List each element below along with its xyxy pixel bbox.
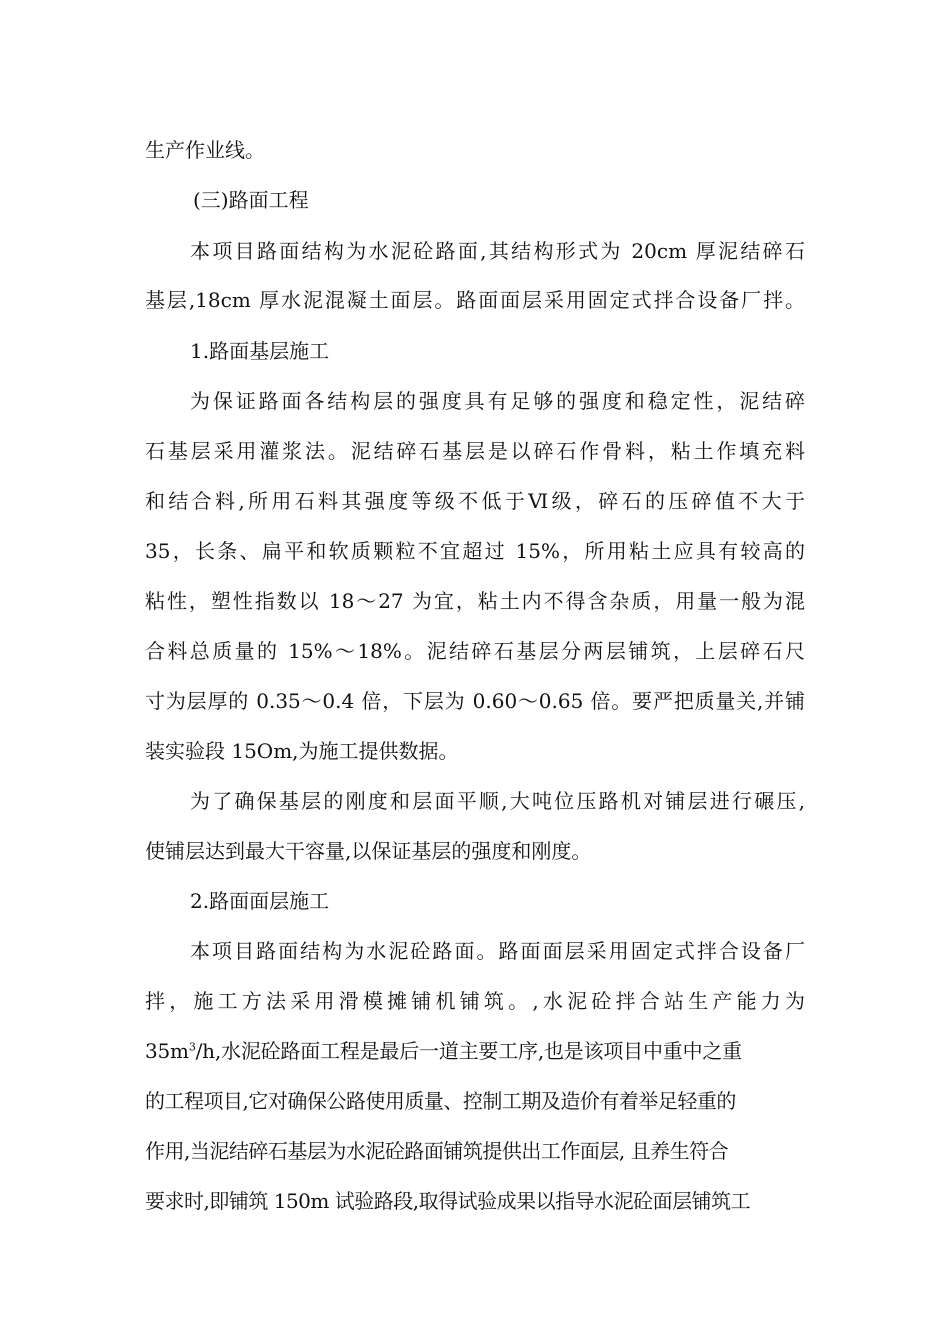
text-line: 为保证路面各结构层的强度具有足够的强度和稳定性，泥结碎	[190, 389, 805, 413]
text-line: 使铺层达到最大干容量,以保证基层的强度和刚度。	[145, 839, 592, 863]
text-line	[145, 1036, 805, 1066]
section-heading: (三)路面工程	[193, 188, 309, 212]
text-line: 作用,当泥结碎石基层为水泥砼路面铺筑提供出工作面层, 且养生符合	[145, 1139, 729, 1163]
text-line: 本项目路面结构为水泥砼路面,其结构形式为 20cm 厚泥结碎石	[190, 239, 805, 263]
text-line: 粘性，塑性指数以 18～27 为宜，粘土内不得含杂质，用量一般为混	[145, 589, 805, 613]
text-line: 合料总质量的 15%～18%。泥结碎石基层分两层铺筑，上层碎石尺	[145, 639, 805, 663]
text-line: 的工程项目,它对确保公路使用质量、控制工期及造价有着举足轻重的	[145, 1089, 736, 1113]
text-line: 石基层采用灌浆法。泥结碎石基层是以碎石作骨料，粘土作填充料	[145, 439, 805, 463]
subsection-heading: 1.路面基层施工	[190, 339, 330, 363]
text-line: 拌，施工方法采用滑模摊铺机铺筑。,水泥砼拌合站生产能力为	[145, 989, 805, 1013]
text-line: 基层,18cm 厚水泥混凝土面层。路面面层采用固定式拌合设备厂拌。	[145, 288, 805, 312]
text-line: 要求时,即铺筑 150m 试验路段,取得试验成果以指导水泥砼面层铺筑工	[145, 1189, 751, 1213]
text-line: 35，长条、扁平和软质颗粒不宜超过 15%，所用粘土应具有较高的	[145, 539, 805, 563]
text-line: 为了确保基层的刚度和层面平顺,大吨位压路机对铺层进行碾压,	[190, 789, 805, 813]
text-line: 寸为层厚的 0.35～0.4 倍，下层为 0.60～0.65 倍。要严把质量关,并铺	[145, 689, 805, 713]
text-fragment: 35m	[145, 1039, 189, 1063]
subsection-heading: 2.路面面层施工	[190, 889, 330, 913]
text-line: 装实验段 15Om,为施工提供数据。	[145, 739, 459, 763]
text-line: 和结合料,所用石料其强度等级不低于Ⅵ级，碎石的压碎值不大于	[145, 489, 805, 513]
superscript: 3	[188, 1040, 196, 1054]
text-line: 生产作业线。	[145, 138, 265, 162]
text-fragment: /h,水泥砼路面工程是最后一道主要工序,也是该项目中重中之重	[195, 1039, 742, 1063]
text-line: 本项目路面结构为水泥砼路面。路面面层采用固定式拌合设备厂	[190, 939, 805, 963]
